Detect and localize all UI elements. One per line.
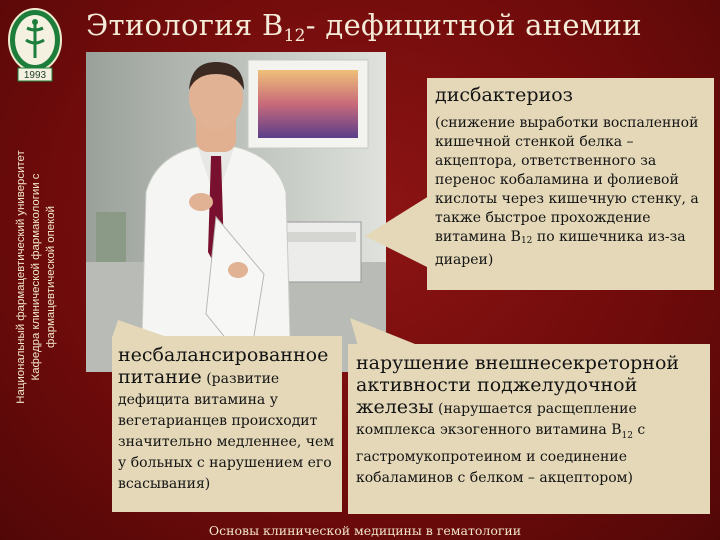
- title-suffix: - дефицитной анемии: [305, 8, 642, 42]
- sidebar-line-1: Национальный фармацевтический университет: [15, 150, 27, 404]
- nutrition-text: несбалансированное питание (развитие дефицита витамина у вегетарианцев происходит значительно медленнее, чем у больных с нарушением его всасывания): [118, 344, 335, 492]
- sidebar-caption: [14, 118, 76, 436]
- callout-pancreas: [348, 344, 710, 514]
- callout-unbalanced-nutrition: [112, 336, 342, 512]
- sidebar-line-3: фармацевтической опекой: [45, 206, 57, 348]
- logo-year: 1993: [23, 70, 47, 81]
- pancreas-text: нарушение внешнесекреторной активности поджелудочной железы (нарушается расщепление комплекса экзогенного витамина $В_{12}$ с гастромукопротеином и соединение кобаламинов с белком – акцептором): [356, 352, 680, 487]
- dysbacteriosis-heading: дисбактериоз: [435, 84, 574, 106]
- university-logo: [6, 6, 64, 84]
- callout-dysbacteriosis: [427, 78, 714, 290]
- title-subscript: 12: [283, 26, 306, 46]
- dysbacteriosis-text: (снижение выработки воспаленной кишечной стенкой белка – акцептора, ответственного за перенос кобаламина и фолиевой кислоты через кишечную стенку, а также быстрое прохождение витамина $В_{12}$ по кишечника из-за диареи): [435, 115, 699, 268]
- slide-title: [86, 8, 716, 52]
- sidebar-line-2: Кафедра клинической фармакологии с: [30, 173, 42, 381]
- slide-footer: Основы клинической медицины в гематологии: [208, 523, 522, 538]
- title-prefix: Этиология В: [86, 8, 284, 42]
